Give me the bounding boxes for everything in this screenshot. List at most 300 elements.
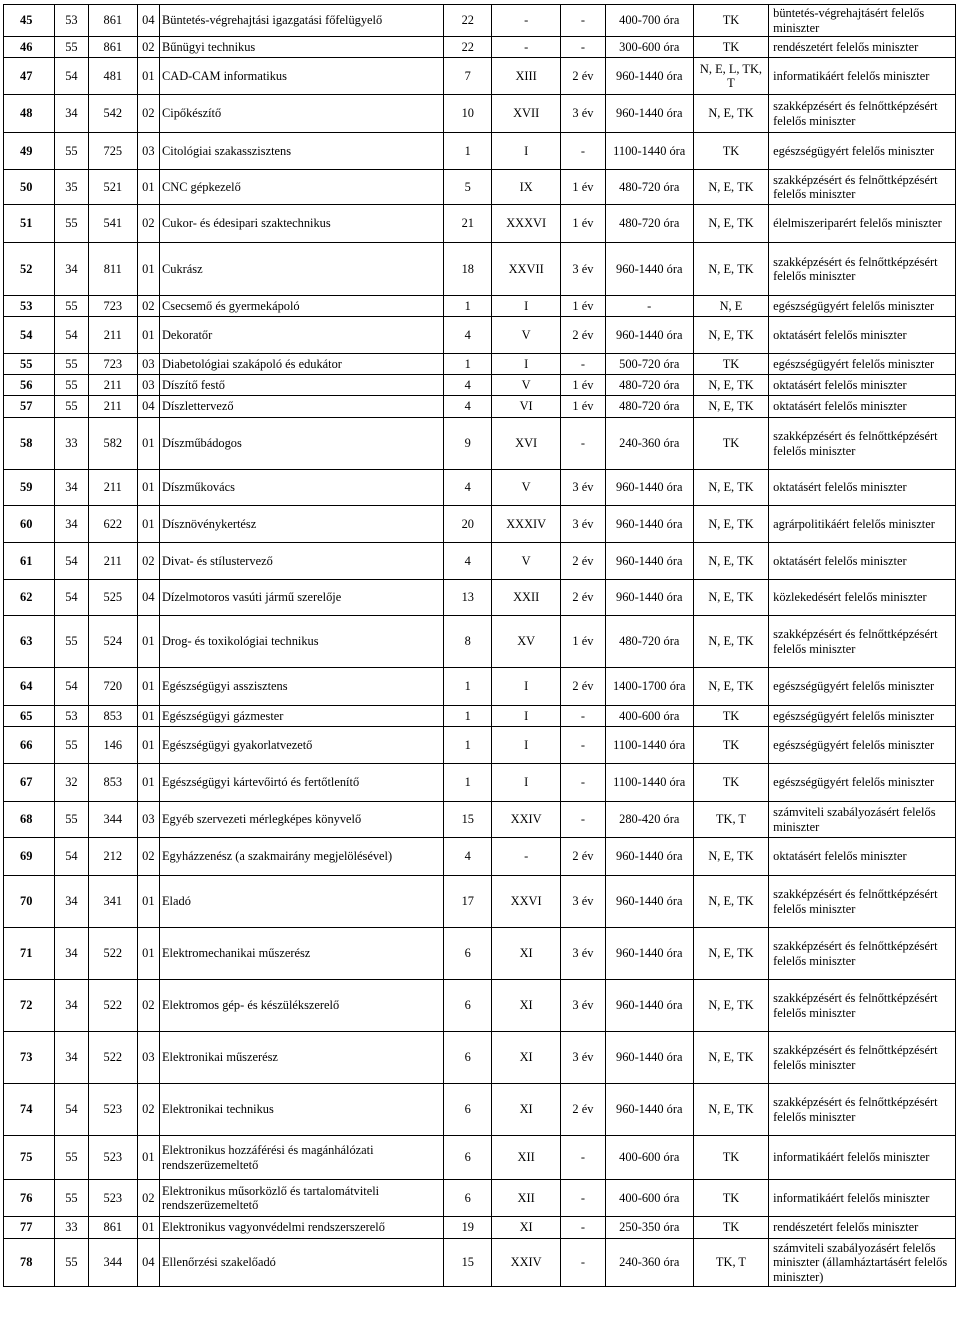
row-number: 47 [4,58,55,95]
responsible-ministry: egészségügyért felelős miniszter [769,354,956,375]
training-hours: 250-350 óra [605,1217,693,1239]
table-row [4,802,956,838]
training-duration: - [561,1217,606,1239]
training-hours: 960-1440 óra [605,543,693,580]
code-part-3: 02 [137,37,159,58]
level-code: XXVI [492,876,561,928]
level-code: I [492,764,561,802]
code-part-1: 34 [54,506,88,543]
responsible-ministry: büntetés-végrehajtásért felelős miniszter [769,5,956,37]
code-part-3: 01 [137,928,159,980]
branch-count: 6 [444,1180,492,1217]
training-hours: 240-360 óra [605,418,693,470]
training-form: N, E, TK [693,170,768,205]
qualification-name: Dísznövénykertész [159,506,443,543]
code-part-1: 55 [54,1136,88,1180]
level-code: I [492,133,561,170]
training-form: TK [693,133,768,170]
branch-count: 15 [444,802,492,838]
code-part-3: 01 [137,1217,159,1239]
row-number: 70 [4,876,55,928]
training-duration: 1 év [561,375,606,396]
code-part-2: 861 [88,5,137,37]
responsible-ministry: egészségügyért felelős miniszter [769,706,956,727]
table-row [4,668,956,706]
responsible-ministry: egészségügyért felelős miniszter [769,668,956,706]
code-part-2: 211 [88,317,137,354]
row-number: 77 [4,1217,55,1239]
level-code: I [492,354,561,375]
code-part-1: 55 [54,205,88,243]
training-form: N, E, TK [693,375,768,396]
level-code: XXIV [492,802,561,838]
code-part-1: 34 [54,980,88,1032]
training-duration: 2 év [561,1084,606,1136]
responsible-ministry: informatikáért felelős miniszter [769,1180,956,1217]
code-part-2: 341 [88,876,137,928]
branch-count: 4 [444,396,492,418]
row-number: 67 [4,764,55,802]
branch-count: 4 [444,470,492,506]
training-duration: 1 év [561,170,606,205]
branch-count: 6 [444,928,492,980]
branch-count: 20 [444,506,492,543]
code-part-2: 523 [88,1136,137,1180]
branch-count: 1 [444,764,492,802]
responsible-ministry: informatikáért felelős miniszter [769,1136,956,1180]
branch-count: 4 [444,317,492,354]
branch-count: 15 [444,1239,492,1287]
row-number: 51 [4,205,55,243]
training-hours: 280-420 óra [605,802,693,838]
training-duration: 2 év [561,58,606,95]
code-part-1: 34 [54,243,88,296]
row-number: 45 [4,5,55,37]
level-code: XV [492,616,561,668]
responsible-ministry: oktatásért felelős miniszter [769,543,956,580]
training-duration: 3 év [561,928,606,980]
training-hours: 400-600 óra [605,706,693,727]
table-row [4,838,956,876]
code-part-1: 55 [54,802,88,838]
table-row [4,1217,956,1239]
code-part-3: 04 [137,580,159,616]
responsible-ministry: oktatásért felelős miniszter [769,838,956,876]
table-row [4,1084,956,1136]
training-form: N, E, TK [693,470,768,506]
level-code: V [492,375,561,396]
training-duration: 3 év [561,980,606,1032]
qualification-name: CNC gépkezelő [159,170,443,205]
training-hours: 960-1440 óra [605,470,693,506]
code-part-2: 344 [88,1239,137,1287]
level-code: I [492,706,561,727]
code-part-3: 02 [137,838,159,876]
code-part-2: 522 [88,928,137,980]
row-number: 62 [4,580,55,616]
responsible-ministry: oktatásért felelős miniszter [769,317,956,354]
table-row [4,543,956,580]
code-part-3: 01 [137,764,159,802]
code-part-1: 55 [54,296,88,317]
code-part-1: 55 [54,616,88,668]
code-part-1: 54 [54,838,88,876]
code-part-2: 725 [88,133,137,170]
code-part-3: 01 [137,506,159,543]
level-code: XXXIV [492,506,561,543]
qualification-name: Egészségügyi gyakorlatvezető [159,727,443,764]
code-part-3: 02 [137,95,159,133]
row-number: 48 [4,95,55,133]
training-duration: - [561,706,606,727]
branch-count: 17 [444,876,492,928]
qualification-name: Dekoratőr [159,317,443,354]
level-code: I [492,296,561,317]
responsible-ministry: szakképzésért és felnőttképzésért felelős miniszter [769,1032,956,1084]
training-form: N, E, TK [693,1084,768,1136]
training-duration: - [561,1136,606,1180]
code-part-3: 03 [137,1032,159,1084]
level-code: XI [492,1217,561,1239]
code-part-2: 211 [88,375,137,396]
code-part-1: 54 [54,1084,88,1136]
branch-count: 22 [444,5,492,37]
qualification-name: Cukrász [159,243,443,296]
row-number: 46 [4,37,55,58]
table-row [4,706,956,727]
responsible-ministry: szakképzésért és felnőttképzésért felelős miniszter [769,243,956,296]
code-part-1: 54 [54,543,88,580]
table-row [4,243,956,296]
code-part-3: 01 [137,616,159,668]
code-part-3: 04 [137,1239,159,1287]
row-number: 55 [4,354,55,375]
code-part-2: 861 [88,37,137,58]
row-number: 60 [4,506,55,543]
table-row [4,396,956,418]
code-part-2: 522 [88,1032,137,1084]
training-form: TK [693,37,768,58]
training-form: N, E, TK [693,838,768,876]
branch-count: 4 [444,838,492,876]
training-form: N, E, TK [693,317,768,354]
code-part-3: 01 [137,706,159,727]
training-form: N, E, TK [693,243,768,296]
responsible-ministry: közlekedésért felelős miniszter [769,580,956,616]
training-form: N, E, TK [693,543,768,580]
code-part-2: 146 [88,727,137,764]
code-part-1: 34 [54,95,88,133]
training-form: N, E, TK [693,396,768,418]
code-part-1: 53 [54,706,88,727]
branch-count: 6 [444,980,492,1032]
table-row [4,616,956,668]
qualification-name: Elektronikus hozzáférési és magánhálózati rendszerüzemeltető [159,1136,443,1180]
level-code: - [492,5,561,37]
responsible-ministry: egészségügyért felelős miniszter [769,764,956,802]
training-hours: 1100-1440 óra [605,133,693,170]
code-part-1: 55 [54,375,88,396]
training-duration: 2 év [561,668,606,706]
training-duration: 1 év [561,616,606,668]
responsible-ministry: szakképzésért és felnőttképzésért felelős miniszter [769,980,956,1032]
code-part-2: 524 [88,616,137,668]
training-duration: - [561,354,606,375]
training-hours: - [605,296,693,317]
branch-count: 1 [444,133,492,170]
responsible-ministry: oktatásért felelős miniszter [769,396,956,418]
row-number: 49 [4,133,55,170]
responsible-ministry: szakképzésért és felnőttképzésért felelős miniszter [769,928,956,980]
responsible-ministry: szakképzésért és felnőttképzésért felelős miniszter [769,170,956,205]
responsible-ministry: agrárpolitikáért felelős miniszter [769,506,956,543]
row-number: 52 [4,243,55,296]
qualification-name: Elektronikai technikus [159,1084,443,1136]
level-code: V [492,317,561,354]
code-part-1: 55 [54,1239,88,1287]
code-part-1: 34 [54,876,88,928]
code-part-2: 811 [88,243,137,296]
code-part-2: 720 [88,668,137,706]
training-hours: 480-720 óra [605,170,693,205]
row-number: 76 [4,1180,55,1217]
row-number: 68 [4,802,55,838]
qualification-name: Díszműkovács [159,470,443,506]
level-code: V [492,543,561,580]
code-part-3: 02 [137,205,159,243]
training-form: TK [693,706,768,727]
table-row [4,95,956,133]
responsible-ministry: oktatásért felelős miniszter [769,470,956,506]
code-part-2: 523 [88,1180,137,1217]
table-row [4,1136,956,1180]
level-code: XII [492,1136,561,1180]
row-number: 78 [4,1239,55,1287]
training-hours: 960-1440 óra [605,580,693,616]
qualification-name: Elektronikus műsorközlő és tartalomátviteli rendszerüzemeltető [159,1180,443,1217]
code-part-1: 33 [54,418,88,470]
level-code: XXXVI [492,205,561,243]
table-row [4,296,956,317]
code-part-2: 861 [88,1217,137,1239]
training-hours: 960-1440 óra [605,980,693,1032]
training-hours: 1400-1700 óra [605,668,693,706]
qualification-name: Csecsemő és gyermekápoló [159,296,443,317]
qualification-name: Egyházzenész (a szakmairány megjelölésével) [159,838,443,876]
qualification-name: Citológiai szakasszisztens [159,133,443,170]
code-part-1: 34 [54,1032,88,1084]
training-form: N, E [693,296,768,317]
code-part-2: 522 [88,980,137,1032]
code-part-1: 34 [54,928,88,980]
training-hours: 400-700 óra [605,5,693,37]
table-row [4,506,956,543]
level-code: VI [492,396,561,418]
training-duration: - [561,5,606,37]
training-hours: 300-600 óra [605,37,693,58]
branch-count: 5 [444,170,492,205]
qualification-name: Díszműbádogos [159,418,443,470]
row-number: 69 [4,838,55,876]
training-duration: 2 év [561,317,606,354]
row-number: 71 [4,928,55,980]
code-part-3: 01 [137,727,159,764]
level-code: - [492,37,561,58]
training-hours: 480-720 óra [605,616,693,668]
qualification-name: Díszlettervező [159,396,443,418]
responsible-ministry: rendészetért felelős miniszter [769,1217,956,1239]
responsible-ministry: szakképzésért és felnőttképzésért felelős miniszter [769,418,956,470]
training-hours: 960-1440 óra [605,876,693,928]
code-part-3: 01 [137,668,159,706]
level-code: XIII [492,58,561,95]
code-part-3: 03 [137,354,159,375]
responsible-ministry: informatikáért felelős miniszter [769,58,956,95]
training-duration: 2 év [561,543,606,580]
training-hours: 960-1440 óra [605,928,693,980]
training-hours: 960-1440 óra [605,506,693,543]
training-form: TK, T [693,1239,768,1287]
training-form: N, E, TK [693,668,768,706]
qualification-name: Egészségügyi asszisztens [159,668,443,706]
code-part-1: 54 [54,580,88,616]
row-number: 58 [4,418,55,470]
training-form: N, E, TK [693,95,768,133]
table-row [4,580,956,616]
level-code: XII [492,1180,561,1217]
branch-count: 1 [444,296,492,317]
training-duration: 1 év [561,296,606,317]
code-part-1: 55 [54,396,88,418]
code-part-3: 02 [137,1180,159,1217]
qualification-name: Divat- és stílustervező [159,543,443,580]
branch-count: 1 [444,354,492,375]
table-row [4,205,956,243]
qualification-name: Cukor- és édesipari szaktechnikus [159,205,443,243]
code-part-1: 53 [54,5,88,37]
table-row [4,980,956,1032]
branch-count: 6 [444,1136,492,1180]
table-row [4,727,956,764]
code-part-3: 04 [137,5,159,37]
qualification-name: CAD-CAM informatikus [159,58,443,95]
level-code: I [492,668,561,706]
row-number: 57 [4,396,55,418]
qualification-name: Elektronikai műszerész [159,1032,443,1084]
row-number: 72 [4,980,55,1032]
branch-count: 9 [444,418,492,470]
training-hours: 400-600 óra [605,1180,693,1217]
level-code: XI [492,1032,561,1084]
code-part-1: 54 [54,58,88,95]
training-form: N, E, TK [693,928,768,980]
level-code: - [492,838,561,876]
training-hours: 960-1440 óra [605,243,693,296]
training-duration: 3 év [561,470,606,506]
training-duration: 2 év [561,580,606,616]
code-part-1: 55 [54,133,88,170]
training-duration: - [561,727,606,764]
row-number: 66 [4,727,55,764]
row-number: 64 [4,668,55,706]
training-hours: 960-1440 óra [605,838,693,876]
training-duration: - [561,1180,606,1217]
training-hours: 960-1440 óra [605,95,693,133]
training-form: TK [693,764,768,802]
training-form: N, E, TK [693,205,768,243]
table-row [4,354,956,375]
qualification-name: Cipőkészítő [159,95,443,133]
table-row [4,470,956,506]
training-form: N, E, L, TK, T [693,58,768,95]
code-part-2: 521 [88,170,137,205]
code-part-2: 211 [88,470,137,506]
code-part-2: 723 [88,354,137,375]
branch-count: 8 [444,616,492,668]
code-part-1: 32 [54,764,88,802]
code-part-2: 622 [88,506,137,543]
training-form: TK [693,5,768,37]
qualification-name: Dízelmotoros vasúti jármű szerelője [159,580,443,616]
table-row [4,170,956,205]
branch-count: 13 [444,580,492,616]
branch-count: 7 [444,58,492,95]
code-part-1: 34 [54,470,88,506]
code-part-1: 54 [54,668,88,706]
code-part-1: 55 [54,1180,88,1217]
code-part-3: 02 [137,1084,159,1136]
training-hours: 960-1440 óra [605,1084,693,1136]
branch-count: 1 [444,706,492,727]
training-duration: 3 év [561,1032,606,1084]
code-part-3: 03 [137,375,159,396]
table-row [4,133,956,170]
table-row [4,876,956,928]
training-form: TK [693,1180,768,1217]
row-number: 53 [4,296,55,317]
training-duration: - [561,37,606,58]
row-number: 50 [4,170,55,205]
branch-count: 1 [444,727,492,764]
responsible-ministry: egészségügyért felelős miniszter [769,296,956,317]
training-form: N, E, TK [693,616,768,668]
code-part-1: 55 [54,37,88,58]
training-hours: 960-1440 óra [605,1032,693,1084]
code-part-3: 01 [137,470,159,506]
level-code: XXII [492,580,561,616]
code-part-2: 344 [88,802,137,838]
row-number: 54 [4,317,55,354]
training-duration: - [561,764,606,802]
qualification-name: Egyéb szervezeti mérlegképes könyvelő [159,802,443,838]
responsible-ministry: szakképzésért és felnőttképzésért felelős miniszter [769,616,956,668]
level-code: XXIV [492,1239,561,1287]
training-form: TK [693,1136,768,1180]
table-row [4,58,956,95]
training-form: N, E, TK [693,580,768,616]
branch-count: 6 [444,1084,492,1136]
code-part-3: 01 [137,418,159,470]
level-code: I [492,727,561,764]
code-part-1: 54 [54,317,88,354]
level-code: XXVII [492,243,561,296]
qualification-register-table [3,4,956,1287]
code-part-2: 211 [88,543,137,580]
qualification-name: Drog- és toxikológiai technikus [159,616,443,668]
code-part-2: 525 [88,580,137,616]
branch-count: 1 [444,668,492,706]
code-part-2: 542 [88,95,137,133]
